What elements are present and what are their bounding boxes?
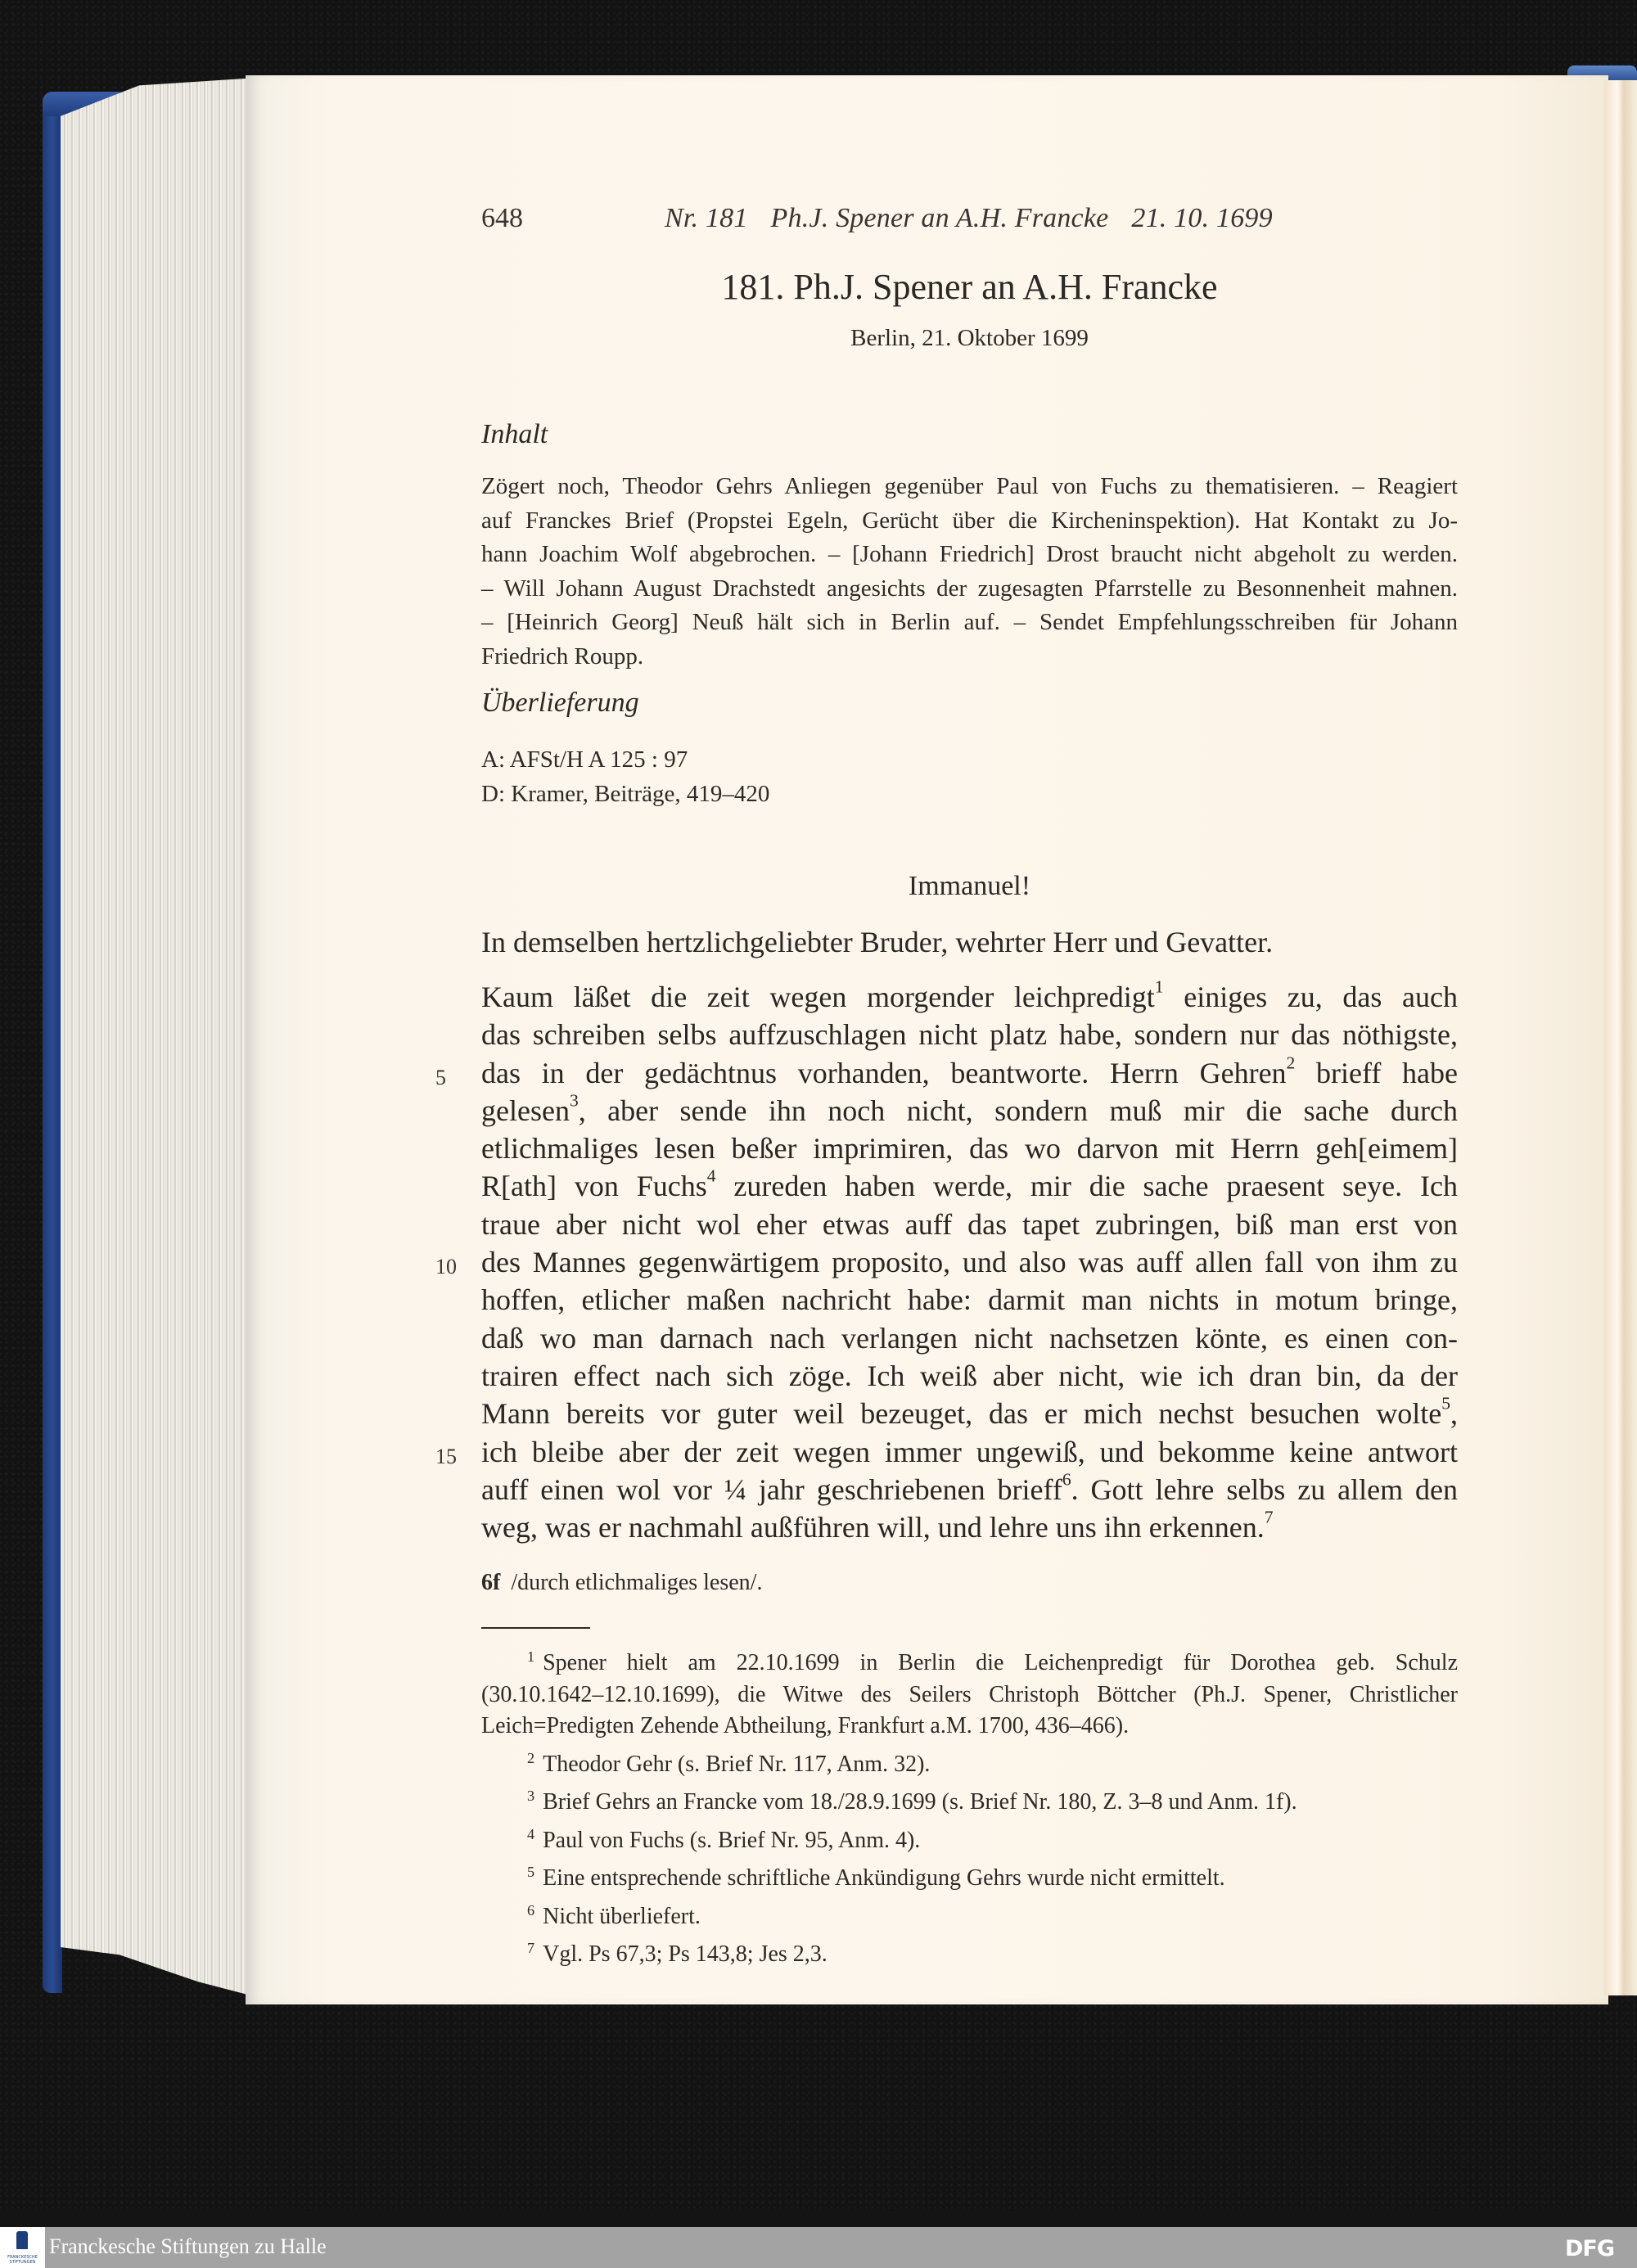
- text-segment: auff einen wol vor ¼ jahr geschriebenen brieff: [481, 1472, 1062, 1506]
- text-segment: , aber sende ihn noch nicht, sondern muß mir die sache durch: [578, 1093, 1458, 1127]
- invocation: Immanuel!: [908, 871, 1031, 901]
- letter-number: Nr. 181: [665, 203, 748, 233]
- text-segment: Kaum läßet die zeit wegen morgender leichpredigt: [481, 981, 1155, 1013]
- text-segment: ,: [1450, 1397, 1458, 1431]
- footnote-reference[interactable]: 4: [706, 1166, 716, 1187]
- institution-name[interactable]: Franckesche Stiftungen zu Halle: [49, 2234, 327, 2258]
- text-segment: weg, was er nachmahl außführen will, und lehre uns ihn erkennen.: [481, 1511, 1265, 1544]
- apparatus-ref: 6f: [481, 1570, 501, 1595]
- tradition-list: [481, 743, 769, 811]
- footnote-text: Brief Gehrs an Francke vom 18./28.9.1699 (s. Brief Nr. 180, Z. 3–8 und Anm. 1f).: [543, 1789, 1297, 1815]
- salutation: In demselben hertzlichgeliebter Bruder, wehrter Herr und Gevatter.: [481, 926, 1274, 958]
- footnote-line: [481, 1641, 1458, 1680]
- footnote-line: [481, 1819, 1458, 1857]
- footnote-text: Leich=Predigten Zehende Abtheilung, Frankfurt a.M. 1700, 436–466).: [481, 1713, 1130, 1738]
- text-segment: daß wo man darnach nach verlangen nicht nachsetzen könte, es einen con-: [481, 1321, 1458, 1355]
- footnote-number: 3: [527, 1788, 535, 1804]
- running-head-title: [665, 203, 1273, 234]
- footnote-line: [481, 1743, 1458, 1781]
- summary-line: – Will Johann August Drachstedt angesichts der zugesagten Pfarrstelle zu Besonnenheit mahnen.: [481, 575, 1458, 602]
- statue-icon: [16, 2231, 28, 2249]
- footnote-reference[interactable]: 6: [1062, 1469, 1071, 1490]
- text-segment: einiges zu, das auch: [1163, 981, 1458, 1013]
- footnote-line: [481, 1895, 1458, 1933]
- text-segment: gelesen: [481, 1093, 570, 1127]
- text-line: [481, 1206, 1458, 1243]
- text-line: [481, 1167, 1458, 1205]
- footnote-text: Nicht überliefert.: [543, 1903, 701, 1929]
- tradition-entry: A: AFSt/H A 125 : 97: [481, 746, 688, 773]
- footnote-text: Eine entsprechende schriftliche Ankündigung Gehrs wurde nicht ermittelt.: [543, 1865, 1225, 1891]
- footnote-number: 1: [527, 1648, 535, 1665]
- text-segment: brieff habe: [1295, 1056, 1458, 1089]
- footnote-reference[interactable]: 5: [1441, 1394, 1450, 1414]
- text-line: [435, 1243, 1458, 1281]
- text-segment: trairen effect nach sich zöge. Ich weiß aber nicht, wie ich dran bin, da der: [481, 1359, 1458, 1392]
- footnote-reference[interactable]: 7: [1264, 1507, 1274, 1527]
- summary-line: auf Franckes Brief (Propstei Egeln, Gerücht über die Kircheninspektion). Hat Kontakt zu Jo-: [481, 507, 1458, 534]
- line-number: 15: [435, 1444, 457, 1468]
- page-stack-edges: [61, 78, 257, 1997]
- text-line: [481, 1281, 1458, 1319]
- footnote-text: Vgl. Ps 67,3; Ps 143,8; Jes 2,3.: [543, 1941, 828, 1967]
- page-gutter: [1604, 80, 1637, 1995]
- footnote-reference[interactable]: 1: [1154, 976, 1164, 997]
- text-segment: das in der gedächtnus vorhanden, beantworte. Herrn Gehren: [481, 1056, 1287, 1089]
- text-segment: Mann bereits vor guter weil bezeuget, das er mich nechst besuchen wolte: [481, 1397, 1442, 1431]
- text-segment: etlichmaliges lesen beßer imprimiren, das wo darvon mit Herrn geh[eimem]: [481, 1132, 1458, 1166]
- text-segment: hoffen, etlicher maßen nachricht habe: darmit man nichts in motum bringe,: [481, 1283, 1458, 1317]
- text-segment: ich bleibe aber der zeit wegen immer ungewiß, und bekomme keine antwort: [481, 1435, 1458, 1468]
- running-head: [481, 203, 1300, 236]
- book-cover-edge: [43, 94, 62, 1993]
- text-segment: . Gott lehre selbs zu allem den: [1071, 1472, 1458, 1506]
- logo-caption: FRANCKESCHE STIFTUNGEN: [7, 2255, 38, 2265]
- summary-line: Zögert noch, Theodor Gehrs Anliegen gegenüber Paul von Fuchs zu thematisieren. – Reagiert: [481, 473, 1458, 499]
- footnote-number: 7: [527, 1940, 535, 1956]
- footnote-reference[interactable]: 2: [1286, 1053, 1296, 1073]
- footnote-reference[interactable]: 3: [569, 1090, 579, 1111]
- text-line: [481, 1471, 1458, 1508]
- text-line: [481, 1508, 1458, 1546]
- dfg-logo[interactable]: DFG: [1564, 2236, 1614, 2261]
- text-segment: das schreiben selbs auffzuschlagen nicht platz habe, sondern nur das nöthigste,: [481, 1018, 1458, 1052]
- text-line: [481, 1319, 1458, 1357]
- summary-heading: Inhalt: [481, 419, 548, 449]
- text-segment: traue aber nicht wol eher etwas auff das tapet zubringen, biß man erst von: [481, 1207, 1458, 1241]
- text-line: [481, 1092, 1458, 1129]
- text-line: [481, 1395, 1458, 1432]
- apparatus-text: /durch etlichmaliges lesen/.: [511, 1570, 763, 1595]
- letter-body: [435, 976, 1458, 1546]
- footnote-line: [481, 1856, 1458, 1895]
- tradition-heading: Überlieferung: [481, 688, 639, 718]
- footer-bar: [0, 2227, 1637, 2268]
- text-segment: des Mannes gegenwärtigem proposito, und also was auff allen fall von ihm zu: [481, 1246, 1458, 1279]
- footnote-line: [481, 1932, 1458, 1971]
- summary-text: [481, 470, 1458, 674]
- footnote-line: [481, 1680, 1458, 1711]
- letter-date: 21. 10. 1699: [1131, 203, 1273, 233]
- footnote-number: 6: [527, 1901, 535, 1919]
- footnote-number: 2: [527, 1749, 535, 1766]
- text-line: [481, 978, 1458, 1016]
- text-line: [481, 1129, 1458, 1167]
- footnote-line: [481, 1780, 1458, 1819]
- footnote-number: 4: [527, 1825, 535, 1842]
- text-line: [435, 1053, 1458, 1092]
- summary-line: – [Heinrich Georg] Neuß hält sich in Berlin auf. – Sendet Empfehlungsschreiben für Johann: [481, 609, 1458, 635]
- page-number: 648: [481, 203, 523, 233]
- footnote-text: Spener hielt am 22.10.1699 in Berlin die Leichenpredigt für Dorothea geb. Schulz: [543, 1650, 1458, 1675]
- letter-place-date: Berlin, 21. Oktober 1699: [850, 325, 1089, 351]
- letter-title: 181. Ph.J. Spener an A.H. Francke: [721, 267, 1218, 307]
- line-number: 5: [435, 1065, 446, 1089]
- footnote-text: Theodor Gehr (s. Brief Nr. 117, Anm. 32).: [543, 1751, 931, 1777]
- line-number: 10: [435, 1255, 457, 1279]
- footnote-number: 5: [527, 1864, 535, 1880]
- text-segment: R[ath] von Fuchs: [481, 1170, 707, 1203]
- summary-line: hann Joachim Wolf abgebrochen. – [Johann Friedrich] Drost braucht nicht abgeholt zu werden.: [481, 541, 1458, 567]
- footnote-text: Paul von Fuchs (s. Brief Nr. 95, Anm. 4).: [543, 1827, 921, 1853]
- critical-apparatus: [481, 1570, 762, 1596]
- text-segment: zureden haben werde, mir die sache praesent seye. Ich: [715, 1170, 1458, 1203]
- text-line: [435, 1433, 1458, 1471]
- text-line: [481, 1357, 1458, 1395]
- footnote-rule: [481, 1627, 590, 1629]
- tradition-entry: D: Kramer, Beiträge, 419–420: [481, 780, 770, 807]
- summary-line: Friedrich Roupp.: [481, 643, 644, 670]
- text-line: [481, 1016, 1458, 1053]
- footnotes: [481, 1641, 1458, 1971]
- footnote-line: [481, 1711, 1458, 1743]
- institution-logo[interactable]: [0, 2227, 45, 2268]
- letter-correspondents: Ph.J. Spener an A.H. Francke: [770, 203, 1109, 233]
- footnote-text: (30.10.1642–12.10.1699), die Witwe des Seilers Christoph Böttcher (Ph.J. Spener, Christlicher: [481, 1681, 1458, 1707]
